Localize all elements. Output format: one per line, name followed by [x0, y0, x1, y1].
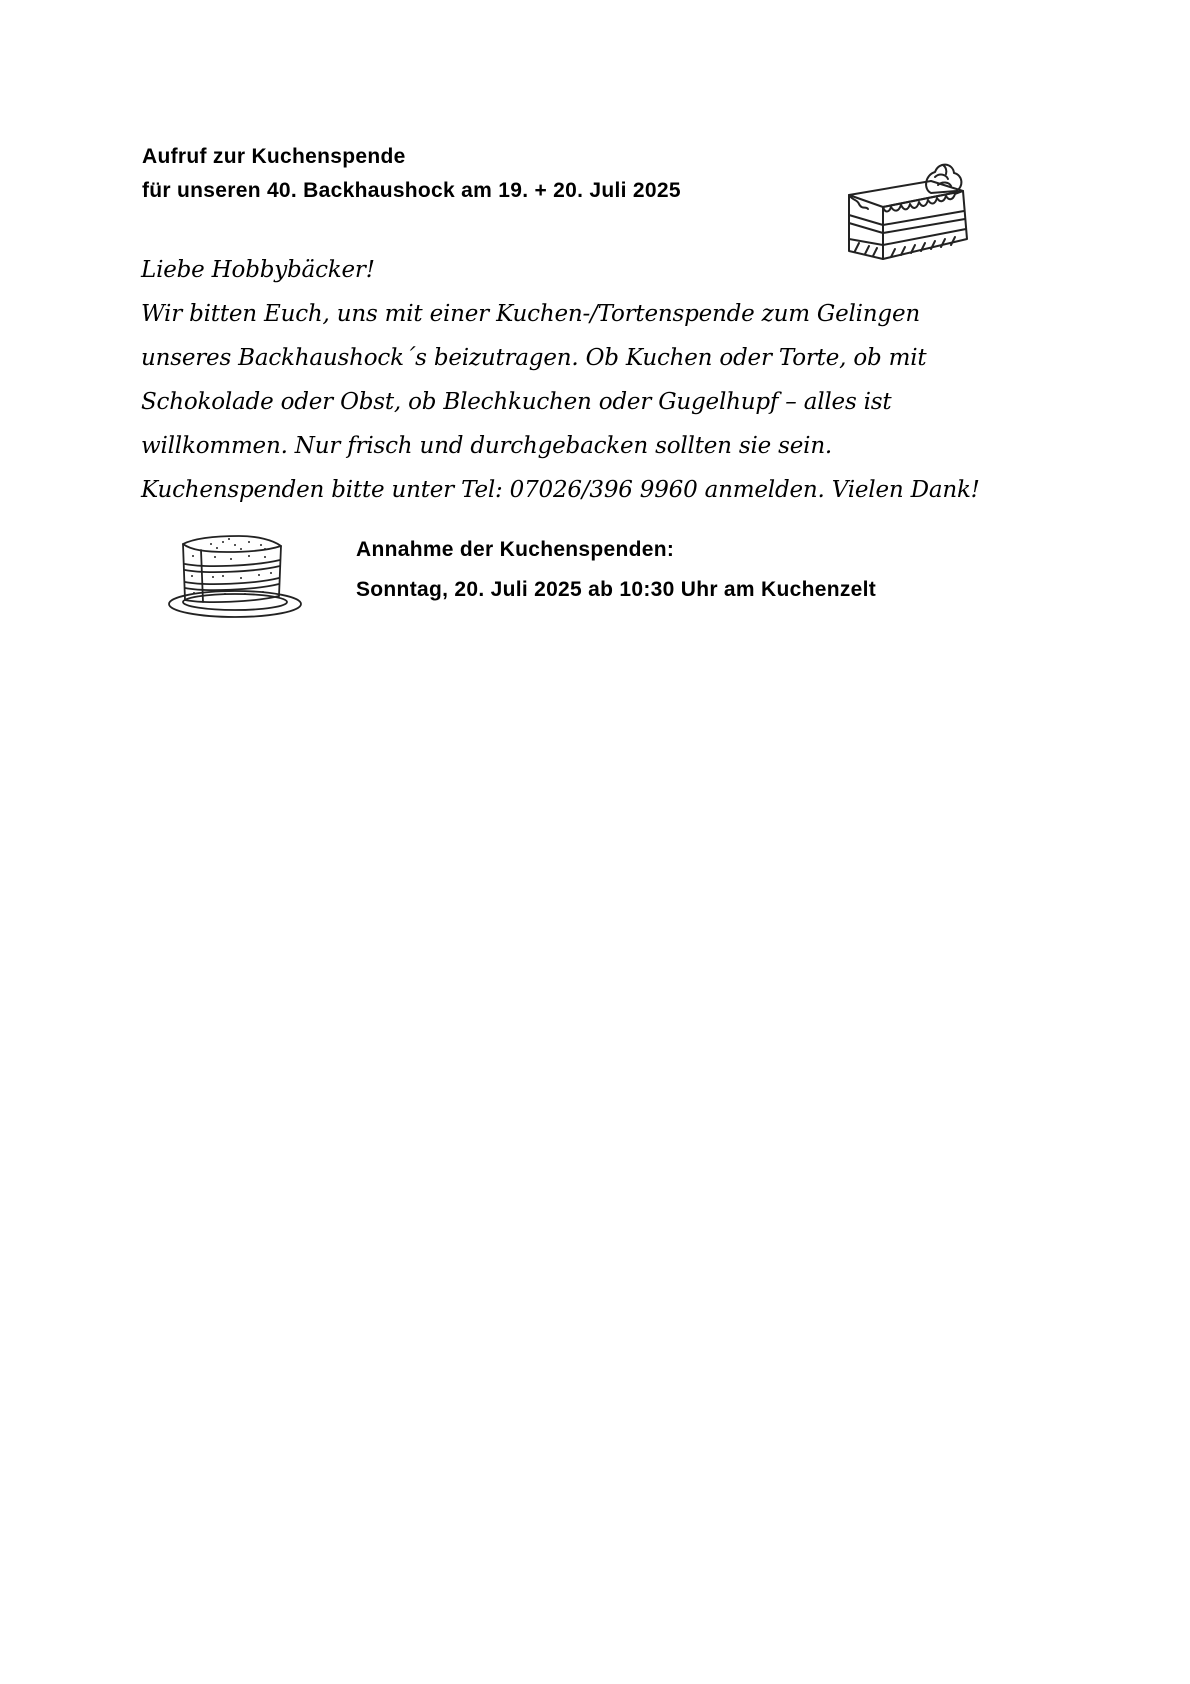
- page-title: Aufruf zur Kuchenspende: [142, 145, 406, 168]
- cake-slice-with-cream-icon: [843, 155, 975, 261]
- annahme-details: Sonntag, 20. Juli 2025 ab 10:30 Uhr am Kuchenzelt: [356, 578, 877, 601]
- body-line: Wir bitten Euch, uns mit einer Kuchen-/Tortenspende zum Gelingen: [141, 301, 920, 327]
- page-subtitle: für unseren 40. Backhaushock am 19. + 20. Juli 2025: [142, 179, 681, 202]
- cake-on-plate-icon: [165, 530, 307, 622]
- greeting: Liebe Hobbybäcker!: [141, 257, 375, 283]
- body-line: Kuchenspenden bitte unter Tel: 07026/396 9960 anmelden. Vielen Dank!: [141, 477, 980, 503]
- body-line: willkommen. Nur frisch und durchgebacken sollten sie sein.: [141, 433, 833, 459]
- body-line: unseres Backhaushock´s beizutragen. Ob Kuchen oder Torte, ob mit: [141, 345, 927, 371]
- body-line: Schokolade oder Obst, ob Blechkuchen oder Gugelhupf – alles ist: [141, 389, 892, 415]
- annahme-title: Annahme der Kuchenspenden:: [356, 538, 675, 561]
- body-text: [141, 248, 1001, 512]
